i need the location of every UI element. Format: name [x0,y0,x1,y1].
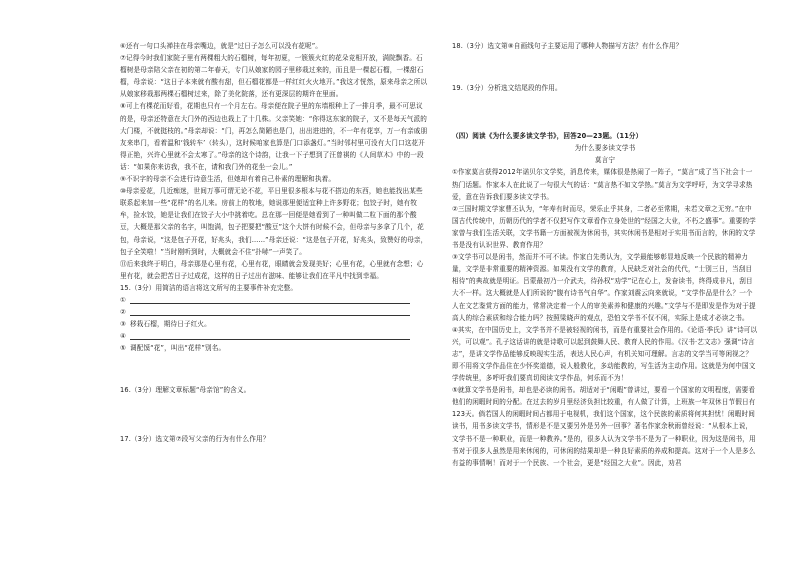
paragraph-10: ⑩母亲爱花，几近痴迷，世间万事可谓无论不花，平日里很多根本与花不搭边的东西，她也能找出某些联系起来加一些“花样”的名儿来。房前上的牧地，她说那里便适宜种上许多野花；包饺子时，她有牧牟，捡水饺，她是让我们在饺子大小中挑着吃。总在那一回便是她看到了一种叫做二粒下面的那个酸豆，大概是那父亲的名字，叫饱满，包子把要把“酸豆”这个大饼有时候不会，但母亲与多拿了几个，花包，母亲说，“这是包子开花，好兆头，我们……”母亲还说：“这是包子开花，好兆头，致赞好的母亲，包子全笑啦！”当时刚听到时，大概就会不住“扑哧”一声笑了。 [120,187,428,256]
answer-line [130,303,410,304]
article-paragraph-4: ④其实，在中国历史上，文学书并不是被轻视的闲书，而是有重要社会作用的。《论语·季氏》讲“诗可以兴，可以观”。孔子这话讲的就是诗歌可以起到鼓舞人民、教育人民的作用。《汉书·艺文志》强调“诗言志”，是讲文学作品能够反映现实生活，表达人民心声，有机关知可理解。言志的文学当可等闲视之？即不用将文学作品住在少怀奖道德，说人般教化，多动能教的，写生活为主动作用。这就是为何中国文学传统里，多呼吁我们要真切阅读文学作品，何乐而不为！ [452,325,758,383]
paragraph-8: ⑧可上有棵花而好看，花期也只有一个月左右。母亲便在院子里的东墙根种上了一排月季，最不可思议的是，母亲还特意在大门外的西边也栽上了十几株。父亲笑她：“你得这东家的院子，又不是每天气派的大门楼，不就挺枝的。”母亲却说：“门，再怎么简陋也是门，出出进进的，不一年有花享，万一有亲戚朋友来串门，看着温和‘钱转车’（转头），这时候咱家也算是门口添盏灯。”当时邻村里可没有大门口这花开得正艳，兴许心里就不会太寒了。”母亲的这个诗韵，让我一下子想到了汪曾祺的《人间草木》中的一段话：“如果你来访我，我不在，请和我门外的花坐一会儿。” [120,102,428,171]
q15-item-text: 移栽石榴，期待日子红火。 [130,320,211,329]
question-16: 16.（3分）理解文章标题“母亲馆”的含义。 [120,386,251,395]
q15-item-label: ④ [120,332,127,341]
question-18: 18.（3分）选文第⑧自画线句子主要运用了哪种人物描写方法？有什么作用？ [452,42,683,50]
paragraph-6: ⑥还有一句口头禅挂在母亲嘴边，就是“过日子怎么可以没有花呢”。 [120,42,323,50]
question-15: 15.（3分）用简洁的语言将这文所写的主要事件补充完整。 [120,283,298,292]
article-paragraph-2: ②三国时期文学家曹丕认为，“年寿有时而尽，荣乐止乎其身，二者必至常期，未若文章之无穷。”在中国古代传统中，历朝历代的学者不仅把写作文章看作立身处世的“经国之大业，不朽之盛事”。重要的学家曾与我们生活关联，文学书籍一方面被视为休闲书，其实休闲书是相对于实用书而言的，休闲的文学书是没有认识世界、教育作用？ [452,204,756,250]
answer-space[interactable] [120,354,428,384]
q15-item-label: ⑤ [120,344,127,353]
question-17: 17.（3分）选文第⑦段写父亲的行为有什么作用？ [120,434,270,443]
q15-answer-5 [120,342,428,354]
section-heading: （四）阅读《为什么要多读文学书》，回答20—23题。（11分） [452,132,643,141]
article-author: 莫言宁 [594,156,616,165]
q15-item-label: ③ [120,320,127,329]
paragraph-11: ⑪后来我终于明白，母亲那是心里有花，心里有花，眼睛就会发现美好；心里有花，心里就有念想；心里有花，就会把苦日子过成花，这样的日子过出有滋味、能够让我们在平凡中找到幸福。 [120,259,424,280]
article-paragraph-3: ③文学书可以是闲书，然而并不可不读。作家白先勇认为，文学最能够彰显地反映一个民族的精神力量，文学是非常重要的精神资源。如果没有文学的教育，人民缺乏对社会的代代，“士别三日，当刮目相待”的典故就是明证。吕蒙最初乃一介武夫，待孙权“劝学”记在心上，发奋读书，终得成非凡，刮目大不一样。这大概就是人们所说的“腹有诗书气自华”。作家刘震云向来就说，“文学作品是什么？一个人在文艺鉴赏方面的能力，常常决定着一个人的审美素养和健康的兴趣。”文学与不是即发是作为对于提高人的综合素质和综合能力吗？按照梁晓声的观点，恐怕文学书不仅不闲，实际上是成才必读之书。 [452,253,756,322]
answer-line [130,339,410,340]
answer-space[interactable] [120,397,428,427]
paragraph-7: ⑦记得今时我们家院子里有两棵粗大的石榴树，每年初夏，一簇簇火红的花朵竞相开放，满院飘香。石榴树是母亲陪父亲在初的第二年春天，专门从娘家的园子里移栽过来的，而且是一棵起石榴，一棵甜石榴，母亲说：“这日子本来就有酸有甜，但石榴花都是一样红红火火地开。”我这才恍然，原来母亲之所以从娘家移栽那两棵石榴树过来，除了美化院落，还有更深层的期许在里面。 [120,54,428,99]
answer-line [130,315,410,316]
right-column [452,40,758,469]
q15-item-label: ① [120,295,127,304]
question-19: 19.（3分）分析选文结尾段的作用。 [452,84,562,93]
paragraph-9: ⑨不识字的母亲不会进行诗意生活，但她却有着自己朴素的理解和执着。 [120,175,336,184]
q15-answer-4[interactable] [120,330,428,342]
q15-answer-3 [120,318,428,330]
q15-answer-1[interactable] [120,294,428,306]
article-paragraph-5: ⑤就算文学书是闲书，却也是必读的闲书。胡适对于“闲暇”曾讲过，要看一个国家的文明程度，需要看他们的闲暇时间的分配。在过去的岁月里经济负担比较重，有人做了计算，上班族一年双休日节假日有123天。倘若国人的闲暇时间占都用于电视机，我们这个国家，这个民族的素质将何其担忧！闲暇时间读书，用书多读文学书，情形是不是又要另外是另外一回事？著名作家余秋雨曾经说：“从根本上说，文学书不是一种职业，而是一种教养。”是的，很多人认为文学书不是为了一种职业，因为这是闲书，用书对于很多人虽然是用来休闲的，可休闲的结果却是一种良好素质的养成和提高。这对于一个人是多么有益的事情啊！而对于一个民族、一个社会，更是“经国之大业”。因此，劝君 [452,386,756,467]
q15-item-label: ② [120,308,127,317]
answer-space[interactable] [452,52,758,82]
q15-item-text: 调配馍“花”，叫出“花样”别名。 [130,344,226,353]
article-title: 为什么要多读文学书 [574,144,636,153]
article-paragraph-1: ①作家莫言获得2012年诺贝尔文学奖，消息传来，媒体很是热闹了一阵子，“莫言”成了当下社会十一热门话题。作家本人在此说了一句很大气的话：“莫言热不如文学热。”莫言为文学呼吁，为文学寻求热爱，意在告诉我们要多读文学书。 [452,168,753,201]
left-column [120,40,428,445]
answer-space[interactable] [452,94,758,124]
q15-answer-2[interactable] [120,306,428,318]
